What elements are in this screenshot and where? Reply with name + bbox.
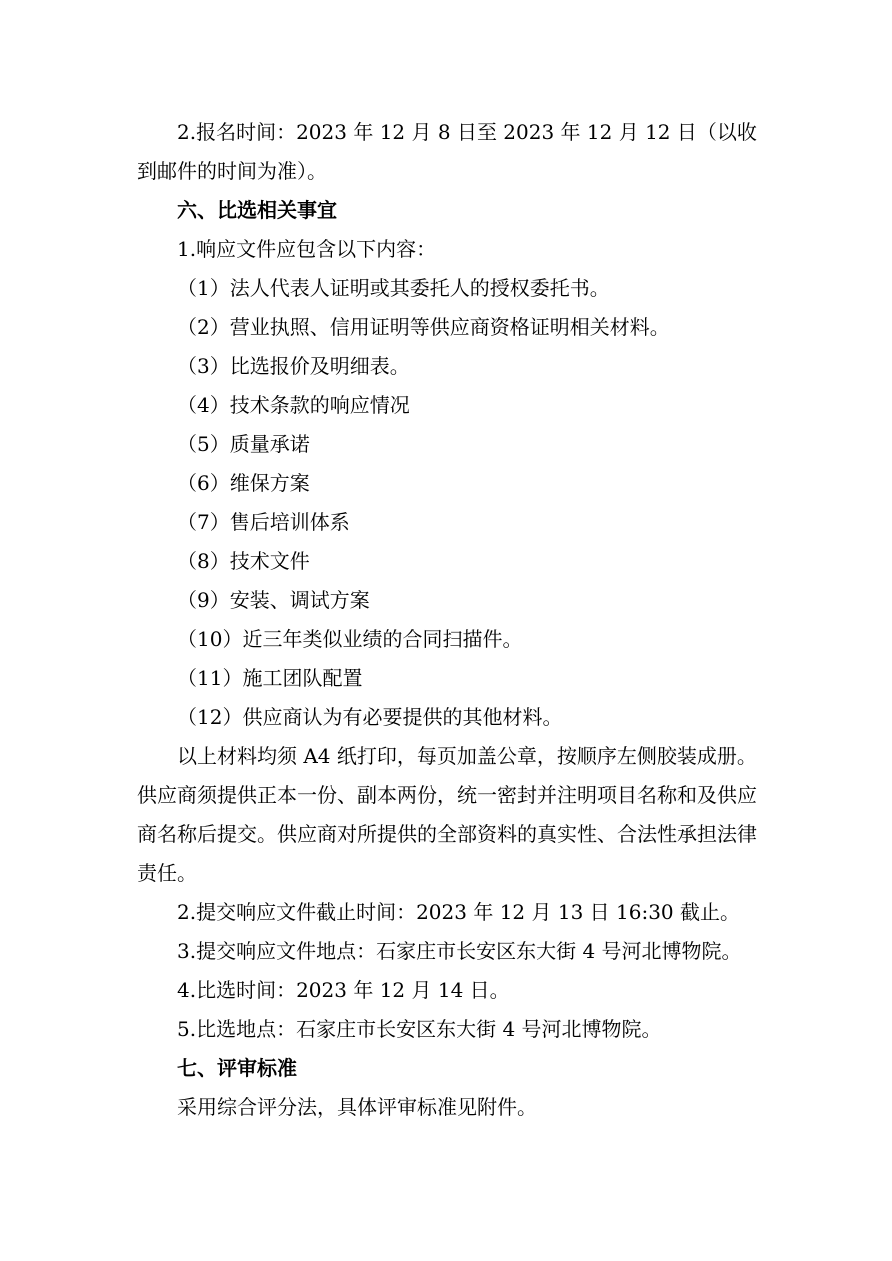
selection-location-paragraph: 5.比选地点：石家庄市长安区东大街 4 号河北博物院。 <box>177 1017 662 1041</box>
materials-note-paragraph: 以上材料均须 A4 纸打印，每页加盖公章，按顺序左侧胶装成册。供应商须提供正本一份、副本两份，统一密封并注明项目名称和及供应商名称后提交。供应商对所提供的全部资料的真实性、合法性承担法律责任。 <box>137 744 757 885</box>
selection-time-paragraph: 4.比选时间：2023 年 12 月 14 日。 <box>177 978 510 1002</box>
deadline-paragraph: 2.提交响应文件截止时间：2023 年 12 月 13 日 16:30 截止。 <box>177 900 741 924</box>
list-item: （12）供应商认为有必要提供的其他材料。 <box>177 705 563 729</box>
evaluation-method-paragraph: 采用综合评分法，具体评审标准见附件。 <box>177 1095 537 1119</box>
list-item: （8）技术文件 <box>177 549 310 573</box>
submit-location-paragraph: 3.提交响应文件地点：石家庄市长安区东大街 4 号河北博物院。 <box>177 939 742 963</box>
list-item: （1）法人代表人证明或其委托人的授权委托书。 <box>177 276 610 300</box>
list-item: （6）维保方案 <box>177 471 310 495</box>
list-item: （4）技术条款的响应情况 <box>177 393 410 417</box>
list-item: （2）营业执照、信用证明等供应商资格证明相关材料。 <box>177 315 670 339</box>
registration-time-paragraph: 2.报名时间：2023 年 12 月 8 日至 2023 年 12 月 12 日（以收到邮件的时间为准）。 <box>137 120 757 183</box>
list-item: （7）售后培训体系 <box>177 510 350 534</box>
list-item: （11）施工团队配置 <box>177 666 363 690</box>
list-item: （10）近三年类似业绩的合同扫描件。 <box>177 627 523 651</box>
response-docs-intro: 1.响应文件应包含以下内容： <box>177 237 437 261</box>
section-7-heading: 七、评审标准 <box>177 1056 297 1080</box>
list-item: （3）比选报价及明细表。 <box>177 354 410 378</box>
document-body <box>137 113 759 1127</box>
section-6-heading: 六、比选相关事宜 <box>177 198 337 222</box>
list-item: （9）安装、调试方案 <box>177 588 370 612</box>
list-item: （5）质量承诺 <box>177 432 310 456</box>
